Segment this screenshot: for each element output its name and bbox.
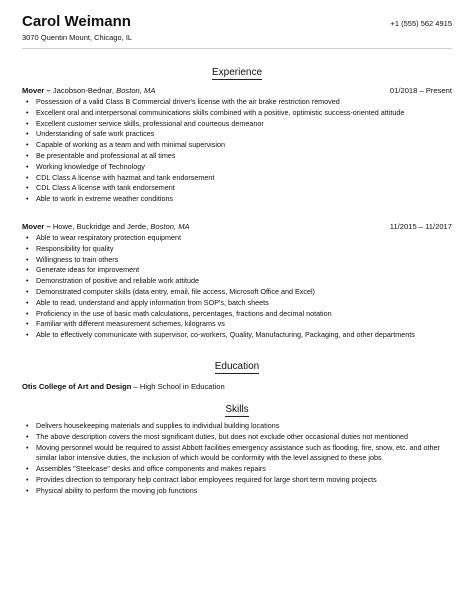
candidate-name: Carol Weimann — [22, 13, 131, 30]
list-item: • Able to read, understand and apply information from SOP's, batch sheets — [22, 298, 452, 309]
education-degree: – High School in Education — [131, 382, 225, 391]
job-location: Boston, MA — [116, 86, 156, 95]
job-company: Howe, Buckridge and Jerde, — [50, 222, 151, 231]
list-item: • Capable of working as a team and with minimal supervision — [22, 140, 452, 151]
job-entry-1 — [22, 85, 452, 205]
list-item: • Provides direction to temporary help contract labor employees required for large short term moving projects — [22, 475, 452, 486]
skills-block — [22, 421, 452, 497]
list-item: • Able to work in extreme weather conditions — [22, 194, 452, 205]
list-item: • Familiar with different measurement schemes, kilograms vs — [22, 319, 452, 330]
job-company: Jacobson-Bednar, — [50, 86, 117, 95]
education-title: Education — [214, 361, 260, 372]
candidate-phone: +1 (555) 562 4915 — [390, 19, 452, 28]
job-role: Mover – — [22, 222, 51, 231]
list-item: • Be presentable and professional at all times — [22, 151, 452, 162]
education-school: Otis College of Art and Design — [22, 382, 132, 391]
list-item: • Proficiency in the use of basic math calculations, percentages, fractions and decimal notation — [22, 309, 452, 320]
education-section-heading — [0, 360, 474, 373]
list-item: • Delivers housekeeping materials and supplies to individual building locations — [22, 421, 452, 432]
job-dates: 01/2018 – Present — [389, 86, 452, 95]
list-item: • Generate ideas for improvement — [22, 265, 452, 276]
skills-title: Skills — [225, 404, 249, 415]
list-item: • Assembles "Steelcase" desks and office components and makes repairs — [22, 464, 452, 475]
list-item: • Moving personnel would be required to assist Abbott facilities emergency assistance such as flooding, fire, snow, etc. and other similar labor intensive duties, the inclusion of which would be conformity with the level assigned to these jobs — [22, 443, 452, 465]
list-item: • Excellent customer service skills, professional and courteous demeanor — [22, 119, 452, 130]
list-item: • Possession of a valid Class B Commercial driver's license with the air brake restriction removed — [22, 97, 452, 108]
header-divider — [22, 48, 452, 49]
skills-list — [22, 421, 452, 497]
job-dates: 11/2015 – 11/2017 — [389, 222, 452, 231]
job-duties-list — [22, 233, 452, 341]
job-entry-2 — [22, 221, 452, 341]
list-item: • Willingness to train others — [22, 255, 452, 266]
experience-title: Experience — [211, 67, 263, 78]
job-duties-list — [22, 97, 452, 205]
job-location: Boston, MA — [150, 222, 190, 231]
list-item: • The above description covers the most significant duties, but does not exclude other occasional duties not mentioned — [22, 432, 452, 443]
list-item: • Working knowledge of Technology — [22, 162, 452, 173]
list-item: • Responsibility for quality — [22, 244, 452, 255]
skills-section-heading — [0, 403, 474, 416]
list-item: • Able to effectively communicate with supervisor, co-workers, Quality, Manufacturing, Packaging, and other departments — [22, 330, 452, 341]
experience-section-heading — [0, 66, 474, 79]
list-item: • Physical ability to perform the moving job functions — [22, 486, 452, 497]
list-item: • Understanding of safe work practices — [22, 129, 452, 140]
list-item: • Demonstration of positive and reliable work attitude — [22, 276, 452, 287]
candidate-address: 3070 Quentin Mount, Chicago, IL — [22, 33, 133, 42]
education-entry — [22, 381, 225, 393]
job-header — [22, 85, 452, 97]
list-item: • Able to wear respiratory protection equipment — [22, 233, 452, 244]
list-item: • CDL Class A license with hazmat and tank endorsement — [22, 173, 452, 184]
list-item: • Demonstrated computer skills (data entry, email, file access, Microsoft Office and Excel) — [22, 287, 452, 298]
list-item: • CDL Class A license with tank endorsement — [22, 183, 452, 194]
job-role: Mover – — [22, 86, 51, 95]
list-item: • Excellent oral and interpersonal communications skills combined with a positive, optimistic success-oriented attitude — [22, 108, 452, 119]
job-header — [22, 221, 452, 233]
